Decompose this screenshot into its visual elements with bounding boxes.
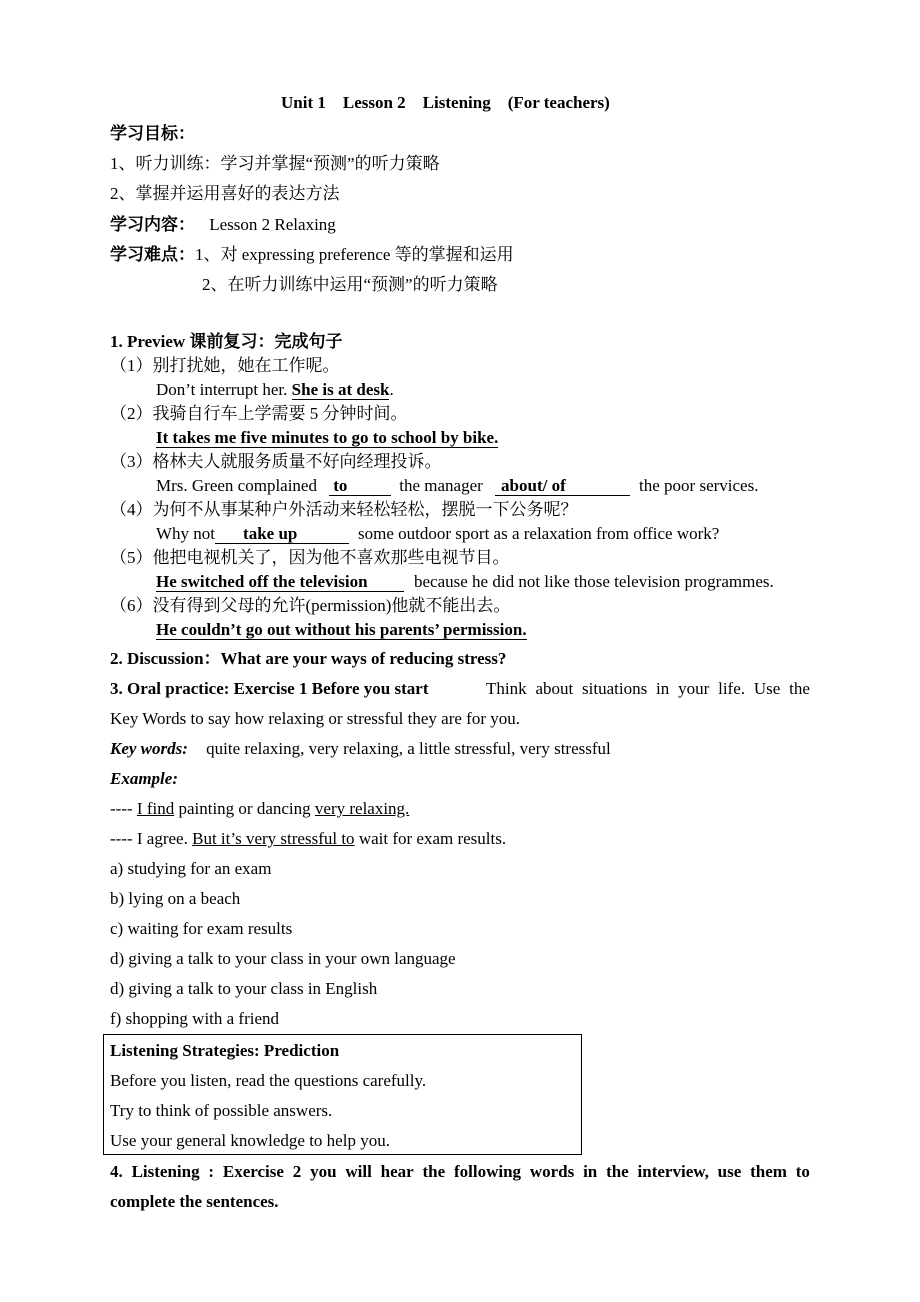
- preview-answer-blank: take up: [215, 525, 349, 544]
- option-item: c) waiting for exam results: [110, 919, 293, 938]
- listening-word: you: [310, 1162, 337, 1181]
- objectives-heading: 学习目标：: [110, 124, 195, 143]
- preview-cn-6: （6）没有得到父母的允许(permission)他就不能出去。: [110, 596, 511, 615]
- strategy-line: Before you listen, read the questions carefully.: [110, 1071, 427, 1090]
- listening-word: Listening: [131, 1162, 200, 1181]
- listening-word: use: [717, 1162, 742, 1181]
- example-text: painting or dancing: [174, 799, 315, 818]
- option-item: d) giving a talk to your class in your own language: [110, 949, 456, 968]
- preview-answer-blank: He switched off the television: [156, 573, 404, 592]
- example-underline: very relaxing.: [314, 799, 410, 818]
- objective-item: 1、听力训练：学习并掌握“预测”的听力策略: [110, 154, 440, 173]
- example-underline: I find: [136, 799, 175, 818]
- listening-word: 4.: [110, 1162, 123, 1181]
- listening-word: words: [529, 1162, 575, 1181]
- preview-en-2: [156, 427, 498, 449]
- oral-word: about: [535, 679, 574, 698]
- listening-word: :: [208, 1162, 215, 1181]
- example-line-1: [110, 798, 409, 820]
- listening-heading-line-1: [110, 1161, 810, 1183]
- listening-word: will: [345, 1162, 372, 1181]
- preview-answer: He couldn’t go out without his parents’ permission.: [156, 620, 527, 639]
- preview-heading: 1. Preview 课前复习：完成句子: [110, 332, 343, 351]
- oral-word: the: [789, 679, 810, 698]
- example-underline: But it’s very stressful to: [192, 829, 355, 848]
- preview-en-text: the manager: [399, 476, 488, 495]
- listening-word: following: [453, 1162, 522, 1181]
- oral-word: your: [678, 679, 710, 698]
- content-line: [110, 214, 336, 236]
- page-title: Unit 1 Lesson 2 Listening (For teachers): [281, 93, 610, 112]
- preview-answer-blank: about/ of: [495, 477, 630, 496]
- strategy-line: Try to think of possible answers.: [110, 1101, 333, 1120]
- content-label: 学习内容：: [110, 215, 195, 234]
- preview-en-text: Why not: [156, 524, 216, 543]
- difficulty-item: 2、在听力训练中运用“预测”的听力策略: [202, 275, 498, 294]
- oral-word: in: [656, 679, 670, 698]
- keywords-label: Key words:: [110, 739, 188, 758]
- keywords-value: quite relaxing, very relaxing, a little stressful, very stressful: [206, 739, 611, 758]
- listening-word: Exercise: [222, 1162, 284, 1181]
- preview-en-text: Mrs. Green complained: [156, 476, 322, 495]
- oral-word: life.: [718, 679, 746, 698]
- listening-word: hear: [380, 1162, 414, 1181]
- oral-intro-words: [486, 678, 810, 700]
- preview-answer: She is at desk: [291, 380, 390, 399]
- preview-en-5: [156, 571, 774, 593]
- listening-word: the: [422, 1162, 446, 1181]
- option-item: a) studying for an exam: [110, 859, 272, 878]
- oral-word: situations: [582, 679, 648, 698]
- preview-cn-2: （2）我骑自行车上学需要 5 分钟时间。: [110, 404, 408, 423]
- listening-word: the: [606, 1162, 629, 1181]
- preview-cn-4: （4）为何不从事某种户外活动来轻松轻松，摆脱一下公务呢？: [110, 500, 578, 519]
- content-value: Lesson 2 Relaxing: [209, 215, 336, 234]
- preview-answer-blank: to: [329, 477, 391, 496]
- example-text: ---- I agree.: [110, 829, 193, 848]
- listening-word: them: [750, 1162, 787, 1181]
- example-text: wait for exam results.: [354, 829, 507, 848]
- example-label: Example:: [110, 769, 178, 788]
- preview-en-text: some outdoor sport as a relaxation from office work?: [358, 524, 720, 543]
- preview-en-text: .: [389, 380, 394, 399]
- difficulty-line: [110, 244, 514, 266]
- preview-cn-1: （1）别打扰她，她在工作呢。: [110, 356, 340, 375]
- listening-heading-line-2: complete the sentences.: [110, 1192, 279, 1211]
- difficulty-item: 1、对 expressing preference 等的掌握和运用: [195, 245, 514, 264]
- difficulty-label: 学习难点：: [110, 245, 195, 264]
- listening-word: to: [795, 1162, 810, 1181]
- preview-en-4: [156, 523, 719, 545]
- oral-heading: 3. Oral practice: Exercise 1 Before you start: [110, 679, 429, 698]
- preview-en-text: Don’t interrupt her.: [156, 380, 292, 399]
- objective-item: 2、掌握并运用喜好的表达方法: [110, 184, 340, 203]
- preview-en-1: [156, 379, 394, 401]
- oral-word: Think: [486, 679, 527, 698]
- oral-line-1: [110, 678, 429, 700]
- discussion-heading: 2. Discussion：What are your ways of reducing stress?: [110, 649, 507, 668]
- listening-word: in: [583, 1162, 598, 1181]
- preview-en-3: [156, 475, 758, 497]
- option-item: b) lying on a beach: [110, 889, 241, 908]
- oral-text-2: Key Words to say how relaxing or stressful they are for you.: [110, 709, 521, 728]
- example-text: ----: [110, 799, 137, 818]
- listening-word: interview,: [637, 1162, 709, 1181]
- listening-word: 2: [292, 1162, 302, 1181]
- strategy-line: Use your general knowledge to help you.: [110, 1131, 390, 1150]
- preview-cn-3: （3）格林夫人就服务质量不好向经理投诉。: [110, 452, 442, 471]
- preview-en-text: because he did not like those television programmes.: [414, 572, 774, 591]
- preview-en-6: [156, 619, 527, 641]
- oral-word: Use: [753, 679, 781, 698]
- example-line-2: [110, 828, 506, 850]
- keywords-line: [110, 738, 611, 760]
- preview-en-text: the poor services.: [639, 476, 759, 495]
- option-item: d) giving a talk to your class in English: [110, 979, 378, 998]
- option-item: f) shopping with a friend: [110, 1009, 280, 1028]
- preview-answer: It takes me five minutes to go to school by bike.: [156, 428, 499, 447]
- strategy-title: Listening Strategies: Prediction: [110, 1041, 340, 1060]
- preview-cn-5: （5）他把电视机关了，因为他不喜欢那些电视节目。: [110, 548, 510, 567]
